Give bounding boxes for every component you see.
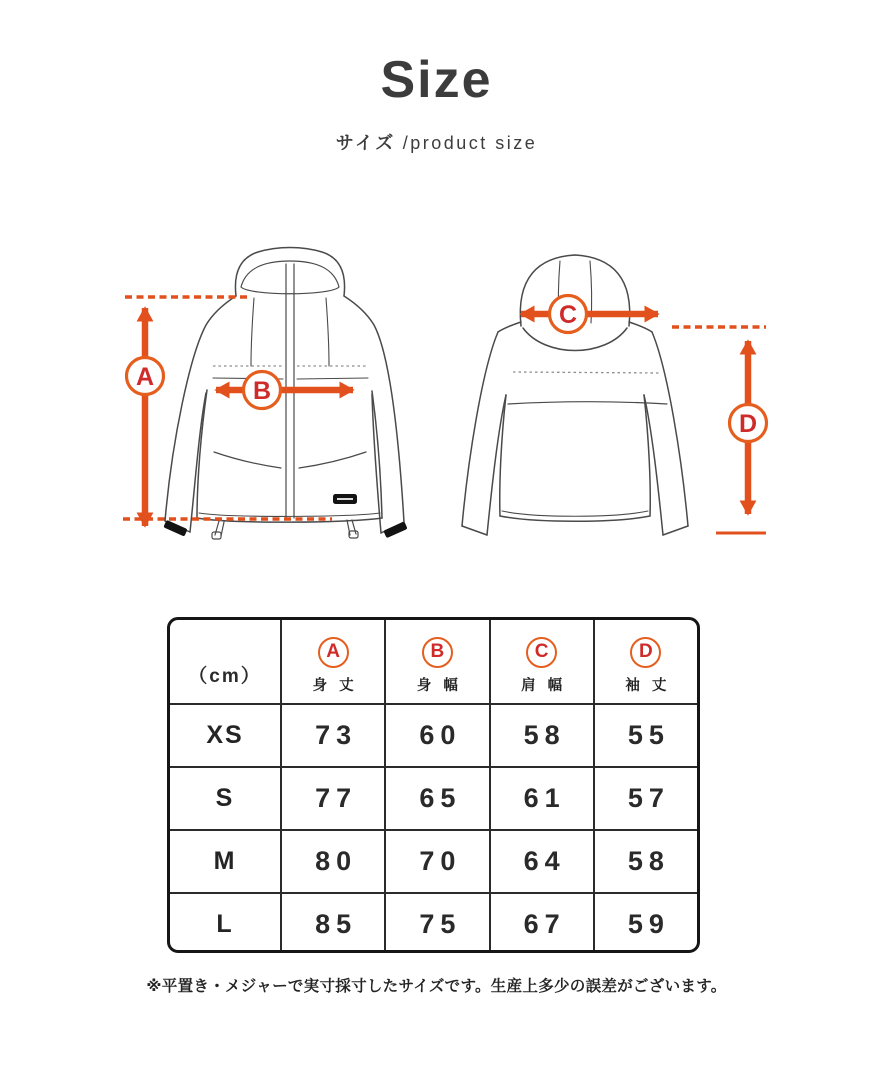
marker-d-label: D xyxy=(738,410,758,438)
value-s-b: 65 xyxy=(385,767,489,830)
column-a-marker: A xyxy=(318,637,349,668)
marker-circles xyxy=(127,296,767,442)
value-xs-a: 73 xyxy=(281,704,385,767)
unit-label: （cm） xyxy=(188,666,262,687)
table-row-xs xyxy=(169,704,698,767)
column-b-marker: B xyxy=(422,637,453,668)
value-s-d: 57 xyxy=(594,767,698,830)
column-d-marker: D xyxy=(630,637,661,668)
size-table xyxy=(167,617,700,953)
size-label-xs: XS xyxy=(169,704,281,767)
value-xs-c: 58 xyxy=(490,704,594,767)
left-cuff-tab xyxy=(163,520,187,537)
subtitle-english: /product size xyxy=(402,133,538,153)
column-b-label: 身 幅 xyxy=(416,677,462,694)
size-label-s: S xyxy=(169,767,281,830)
subtitle-japanese: サイズ xyxy=(335,133,396,153)
value-l-c: 67 xyxy=(490,893,594,953)
size-table-grid xyxy=(168,618,699,953)
table-header-row xyxy=(169,619,698,704)
right-cuff-tab xyxy=(383,521,407,538)
value-l-b: 75 xyxy=(385,893,489,953)
value-s-a: 77 xyxy=(281,767,385,830)
marker-c-label: C xyxy=(558,301,578,329)
table-row-s xyxy=(169,767,698,830)
value-m-d: 58 xyxy=(594,830,698,893)
column-header-d xyxy=(594,619,698,704)
column-header-c xyxy=(490,619,594,704)
column-a-label: 身 丈 xyxy=(312,677,358,694)
column-d-label: 袖 丈 xyxy=(625,677,671,694)
back-jacket-stitch-lines xyxy=(513,372,661,373)
marker-b-label: B xyxy=(252,377,272,405)
table-row-m xyxy=(169,830,698,893)
measurement-diagram xyxy=(0,230,873,590)
measurement-arrows xyxy=(123,297,766,533)
value-xs-b: 60 xyxy=(385,704,489,767)
page-title: Size xyxy=(380,51,493,109)
value-m-b: 70 xyxy=(385,830,489,893)
measurement-footnote: ※平置き・メジャーで実寸採寸したサイズです。生産上多少の誤差がございます。 xyxy=(146,978,727,995)
marker-a-label: A xyxy=(135,363,155,391)
value-l-d: 59 xyxy=(594,893,698,953)
value-m-c: 64 xyxy=(490,830,594,893)
value-m-a: 80 xyxy=(281,830,385,893)
page-subtitle xyxy=(0,129,873,155)
value-xs-d: 55 xyxy=(594,704,698,767)
unit-header-cell xyxy=(169,619,281,704)
size-label-m: M xyxy=(169,830,281,893)
size-label-l: L xyxy=(169,893,281,953)
value-l-a: 85 xyxy=(281,893,385,953)
value-s-c: 61 xyxy=(490,767,594,830)
column-c-marker: C xyxy=(526,637,557,668)
column-header-b xyxy=(385,619,489,704)
column-c-label: 肩 幅 xyxy=(521,677,567,694)
column-header-a xyxy=(281,619,385,704)
table-row-l xyxy=(169,893,698,953)
